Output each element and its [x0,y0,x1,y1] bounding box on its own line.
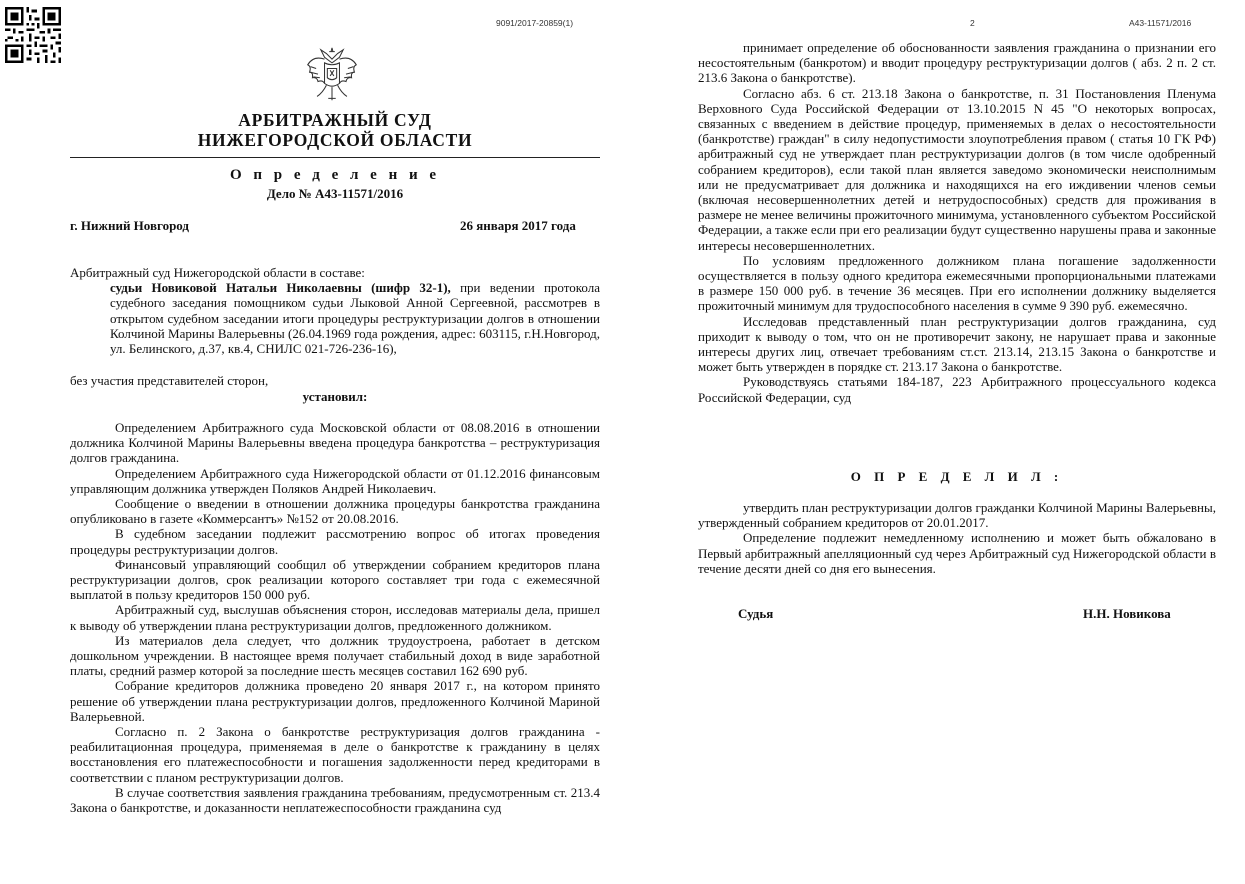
judge-bold: судьи Новиковой Натальи Николаевны (шифр 32-1), [110,280,451,296]
double-headed-eagle-emblem-icon [304,46,360,104]
composition-intro: Арбитражный суд Нижегородской области в составе: [70,265,365,280]
operative-heading: О П Р Е Д Е Л И Л : [850,469,1064,484]
composition-details [70,280,600,356]
court-name-line-1: АРБИТРАЖНЫЙ СУД [238,110,432,130]
paragraph: Арбитражный суд, выслушав объяснения сторон, исследовав материалы дела, пришел к выводу об утверждении плана реструктуризации долгов, предложенного должником. [70,602,600,633]
document-page-1 [0,0,615,884]
decision-date: 26 января 2017 года [460,218,576,233]
without-parties: без участия представителей сторон, [70,373,269,388]
court-composition [70,265,600,356]
document-page-2 [630,0,1245,884]
paragraph: Руководствуясь статьями 184-187, 223 Арбитражного процессуального кодекса Российской Федерации, суд [698,374,1216,405]
city: г. Нижний Новгород [70,218,190,233]
paragraph: В случае соответствия заявления гражданина требованиям, предусмотренным ст. 213.4 Закона о банкротстве, и доказанности неплатежеспособности гражданина суд [70,784,600,816]
paragraph: В судебном заседании подлежит рассмотрению вопрос об итогах проведения процедуры реструктуризации долгов. [70,526,600,557]
paragraph: Сообщение о введении в отношении должника процедуры банкротства гражданина опубликовано в газете «Коммерсантъ» №152 от 20.08.2016. [70,496,600,527]
qr-code-icon [5,7,61,63]
paragraph: Из материалов дела следует, что должник трудоустроена, работает в детском дошкольном учреждении. В настоящее время получает стабильный доход в виде заработной платы, средний размер которой за последние шесть месяцев составил 162 690 руб. [70,632,600,679]
established-heading: установил: [302,389,368,404]
operative-part [698,500,1216,576]
paragraph: Согласно п. 2 Закона о банкротстве реструктуризация долгов гражданина - реабилитационная процедура, применяемая в деле о банкротстве к гражданину в целях восстановления его платежеспособности и погашения задолженности перед кредиторами в соответствии с планом реструктуризации долгов. [70,724,600,785]
page1-body [70,420,600,815]
paragraph: Финансовый управляющий сообщил об утверждении собранием кредиторов плана реструктуризации долгов, срок реализации которого составляет три года с ежемесячной выплатой в пользу кредиторов 150 000 руб. [70,556,600,603]
paragraph: утвердить план реструктуризации долгов гражданки Колчиной Марины Валерьевны, утвержденный собранием кредиторов от 20.01.2017. [698,500,1216,531]
page2-body [698,40,1216,405]
court-name-line-2: НИЖЕГОРОДСКОЙ ОБЛАСТИ [197,130,473,150]
paragraph: Определение подлежит немедленному исполнению и может быть обжаловано в Первый арбитражный апелляционный суд через Арбитражный суд Нижегородской области в течение десяти дней со дня его вынесения. [698,530,1216,576]
document-number: 9091/2017-20859(1) [496,18,574,28]
judge-label: Судья [738,606,774,621]
judge-name: Н.Н. Новикова [1083,606,1171,621]
header-divider [70,157,600,158]
case-number: Дело № А43-11571/2016 [266,186,404,201]
paragraph: Исследовав представленный план реструктуризации долгов гражданина, суд приходит к выводу о том, что он не противоречит закону, не нарушает права и законные интересы других лиц, отвечает требованиям ст.ст. 213.14, 213.15 Закона о банкротстве и может быть утвержден в порядке ст. 213.17 Закона о банкротстве. [698,313,1216,375]
document-title: О п р е д е л е н и е [229,167,441,183]
paragraph: принимает определение об обоснованности заявления гражданина о признании его несостоятельным (банкротом) и вводит процедуру реструктуризации долгов ( абз. 2 п. 2 ст. 213.6 Закона о банкротстве). [698,40,1216,86]
paragraph: Согласно абз. 6 ст. 213.18 Закона о банкротстве, п. 31 Постановления Пленума Верховного Суда Российской Федерации от 13.10.2015 N 45 "О некоторых вопросах, связанных с введением в действие процедур, применяемых в делах о несостоятельности (банкротстве) граждан" в силу недопустимости злоупотребления правом ( статья 10 ГК РФ) арбитражный суд не утверждает план реструктуризации долгов (в том числе одобренный собранием кредиторов), если такой план является заведомо экономически неисполнимым или не предусматривает для должника и находящихся на его иждивении членов семьи (включая несовершеннолетних детей и нетрудоспособных) средств для проживания в размере не менее величины прожиточного минимума, установленного субъектом Российской Федерации, а также если при его реализации будут существенно нарушены права и законные интересы несовершеннолетних. [698,85,1216,253]
paragraph: Собрание кредиторов должника проведено 20 января 2017 г., на котором принято решение об утверждении плана реструктуризации долгов, предложенного Колчиной Мариной Валерьевной. [70,678,600,724]
paragraph: По условиям предложенного должником плана погашение задолженности осуществляется в пользу одного кредитора ежемесячными пропорциональными платежами в размере 150 000 руб. в течение 36 месяцев. При его исполнении должнику выделяется прожиточный минимум для трудоспособного населения в сумме 9 390 руб. ежемесячно. [698,252,1216,314]
composition-rest: при ведении протокола судебного заседания помощником судьи Лыковой Анной Сергеевной, рассмотрев в открытом судебном заседании итоги процедуры реструктуризации долгов в отношении Колчиной Марины Валерьевны (26.04.1969 года рождения, адрес: 603115, г.Н.Новгород, ул. Белинского, д.37, кв.4, СНИЛС 021-726-236-16), [110,280,600,357]
page-number: 2 [970,18,975,28]
paragraph: Определением Арбитражного суда Нижегородской области от 01.12.2016 финансовым управляющим должника утвержден Поляков Андрей Николаевич. [70,465,600,496]
case-number-short: А43-11571/2016 [1129,18,1192,28]
paragraph: Определением Арбитражного суда Московской области от 08.08.2016 в отношении должника Колчиной Марины Валерьевны введена процедура банкротства – реструктуризация долгов гражданина. [70,420,600,466]
